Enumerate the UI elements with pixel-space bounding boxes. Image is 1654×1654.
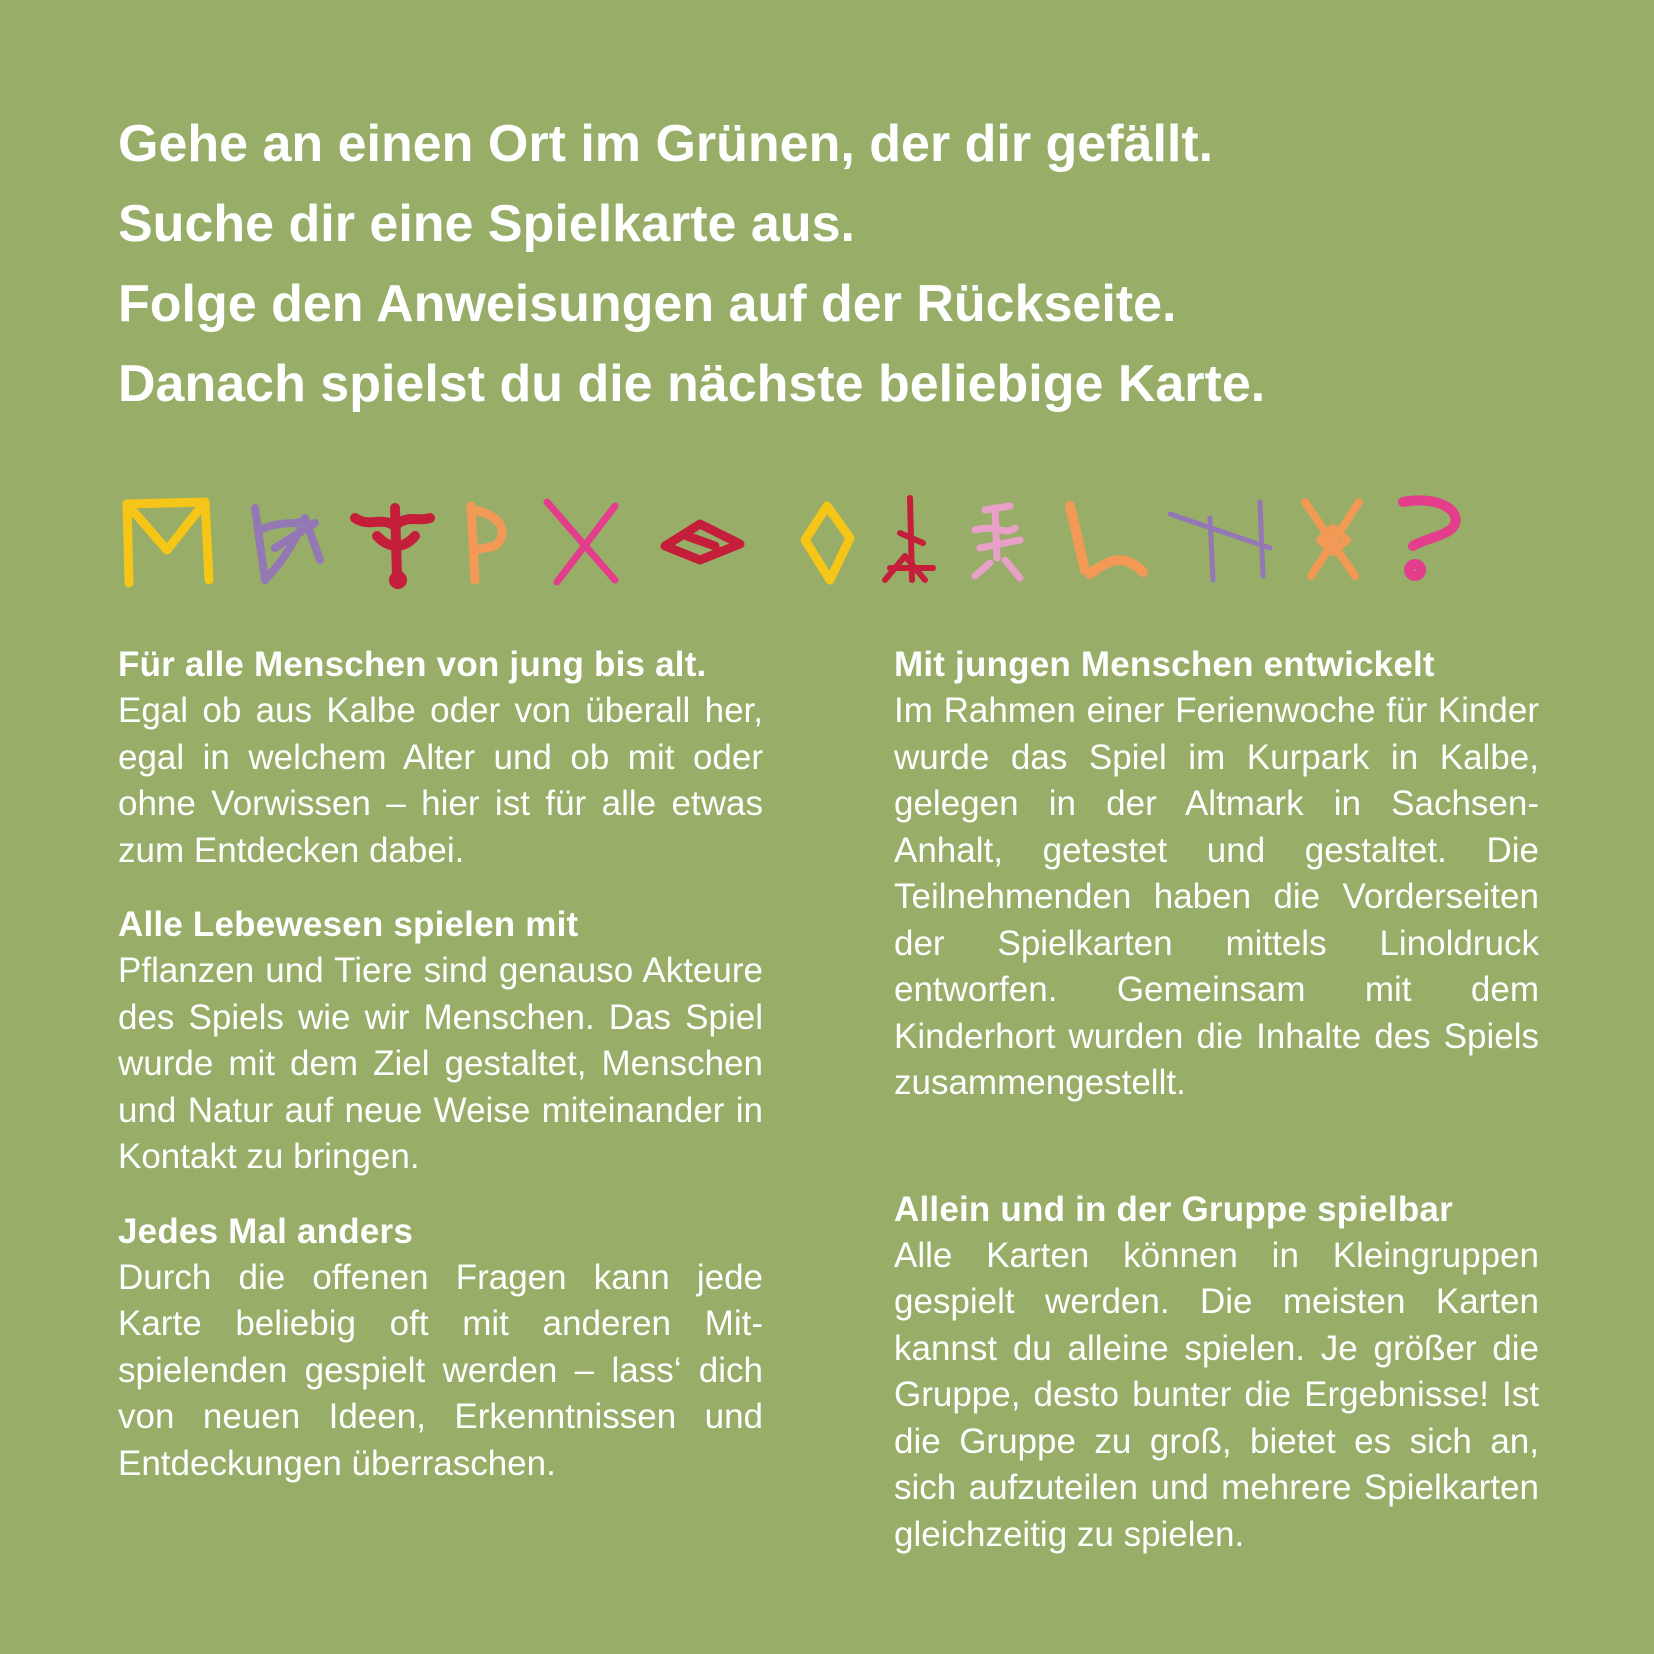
knot-rune-icon xyxy=(1305,502,1359,576)
m-rune-icon xyxy=(127,502,209,583)
scribble-figure-icon xyxy=(975,506,1020,578)
section-solo-and-group xyxy=(894,1187,1539,1559)
section-every-time-different xyxy=(118,1209,763,1488)
l-rune-icon xyxy=(1070,506,1143,574)
section-heading: Alle Lebewesen spielen mit xyxy=(118,905,579,944)
intro-line-3: Folge den Anweisungen auf der Rückseite. xyxy=(118,275,1177,333)
diamond-rune-icon xyxy=(805,506,850,580)
section-heading: Mit jungen Menschen entwickelt xyxy=(894,645,1435,684)
left-column xyxy=(118,642,763,1487)
section-heading: Jedes Mal anders xyxy=(118,1211,414,1251)
spike-figure-icon xyxy=(885,498,933,580)
rune-row xyxy=(115,488,1555,598)
x-rune-icon xyxy=(547,502,615,582)
eye-rune-icon xyxy=(665,524,740,560)
section-body: Egal ob aus Kalbe oder von überall her, egal in welchem Alter und ob mit oder ohne Vorwissen – hier ist für alle etwas zum Entdecken dabei. xyxy=(118,691,763,870)
h-rune-icon xyxy=(1170,502,1270,580)
section-body: Durch die offenen Fragen kann jede Karte beliebig oft mit anderen Mitspielenden gespielt werden – lass‘ dich von neuen Ideen, Erkenntnissen und Entdeckungen überraschen. xyxy=(118,1257,763,1483)
section-body: Alle Karten können in Kleingruppen gespielt werden. Die meisten Karten kannst du alleine spielen. Je größer die Gruppe, desto bunter die Ergebnisse! Ist die Gruppe zu groß, bietet es sich an, sich aufzuteilen und mehrere Spielkarten gleichzeitig zu spielen. xyxy=(894,1235,1539,1554)
intro-line-2: Suche dir eine Spielkarte aus. xyxy=(118,195,855,253)
right-column xyxy=(894,642,1539,1558)
section-developed-with-young-people xyxy=(894,642,1539,1107)
p-rune-icon xyxy=(471,506,502,580)
splash-figure-icon xyxy=(355,508,430,584)
section-all-living-beings xyxy=(118,902,763,1181)
intro-line-4: Danach spielst du die nächste beliebige Karte. xyxy=(118,355,1266,413)
section-heading: Allein und in der Gruppe spielbar xyxy=(894,1189,1453,1229)
section-all-ages xyxy=(118,642,763,874)
b-rune-icon xyxy=(255,508,320,580)
section-body: Pflanzen und Tiere sind genauso Akteure des Spiels wie wir Menschen. Das Spiel wurde mit dem Ziel gestaltet, Menschen und Natur auf neue Weise miteinander in Kontakt zu bringen. xyxy=(118,951,763,1176)
section-heading: Für alle Menschen von jung bis alt. xyxy=(118,645,707,684)
intro-instructions xyxy=(118,104,1558,424)
section-body: Im Rahmen einer Ferienwoche für Kinder wurde das Spiel im Kurpark in Kalbe, gelegen in der Altmark in Sachsen-Anhalt, getestet und gestaltet. Die Teilnehmenden haben die Vorderseiten der Spielkarten mittels Linoldruck entworfen. Gemeinsam mit dem Kinderhort wurden die Inhalte des Spiels zusammengestellt. xyxy=(894,691,1539,1102)
question-mark-icon xyxy=(1403,500,1456,576)
intro-line-1: Gehe an einen Ort im Grünen, der dir gefällt. xyxy=(118,115,1214,173)
rune-row-svg xyxy=(115,488,1555,598)
